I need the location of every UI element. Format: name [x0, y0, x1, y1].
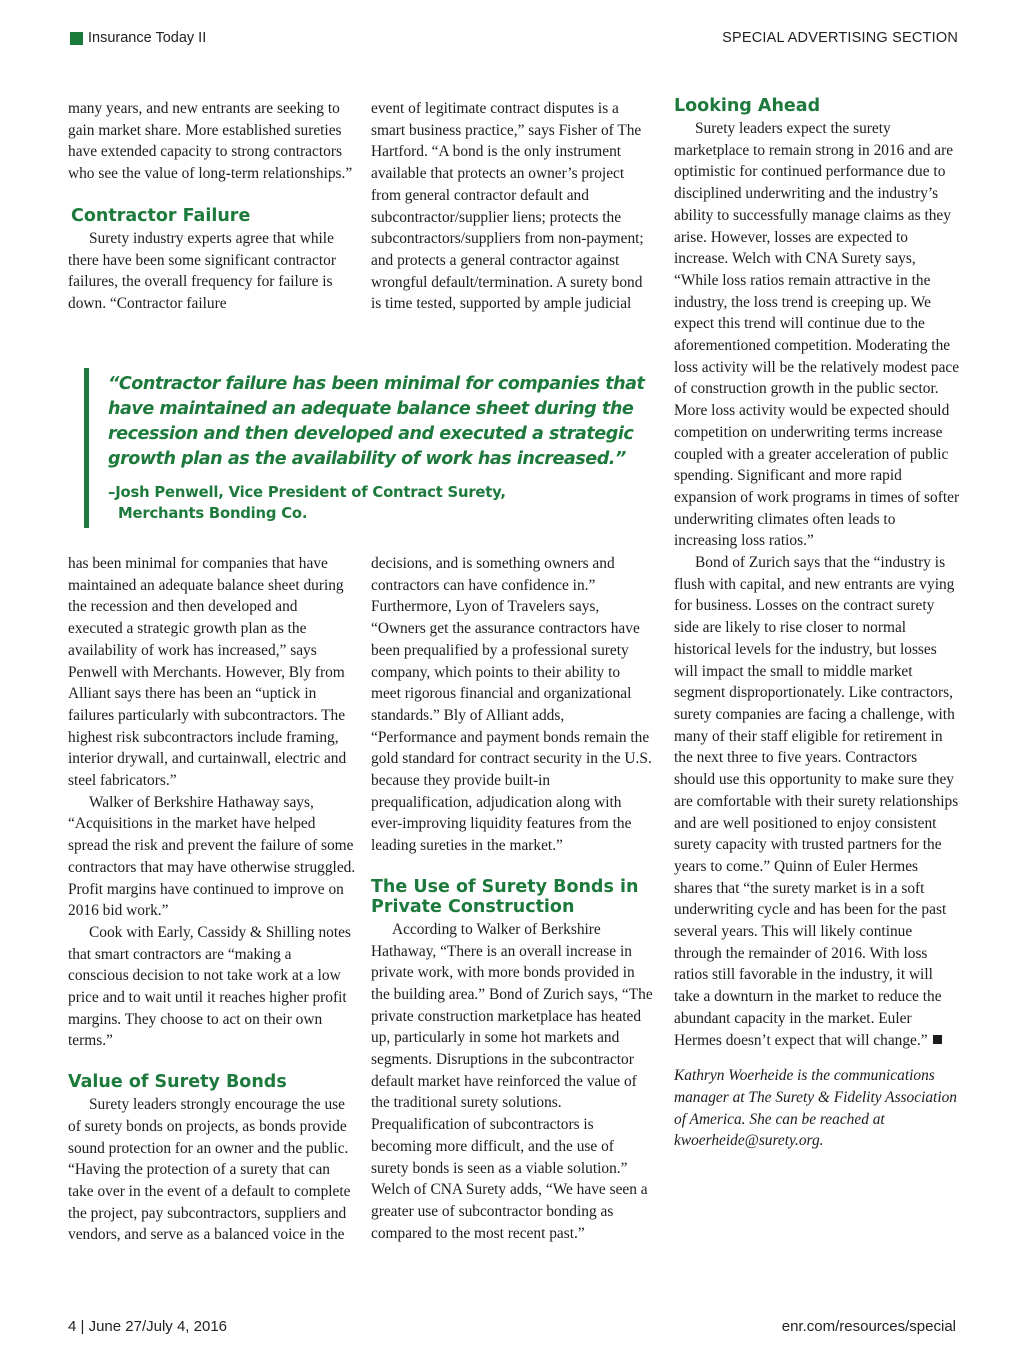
- column-1-top: [68, 98, 356, 315]
- column-1-bottom: [68, 553, 356, 1246]
- green-square-icon: [70, 32, 83, 45]
- paragraph: Surety industry experts agree that while there have been some significant contractor failures, the overall frequency for failure is down. “Contractor failure: [68, 229, 336, 312]
- pull-quote-attribution: [108, 482, 659, 524]
- attribution-company: Merchants Bonding Co.: [118, 505, 308, 522]
- page-number-date: 4 | June 27/July 4, 2016: [68, 1318, 228, 1335]
- footer-url: enr.com/resources/special: [781, 1318, 956, 1335]
- column-2-bottom: [371, 553, 653, 1244]
- column-3: [674, 96, 960, 1152]
- publication-name: Insurance Today II: [88, 30, 207, 46]
- paragraph: Surety leaders strongly encourage the use of surety bonds on projects, as bonds provide sound protection for an owner and the public. “Having the protection of a surety that can take over in the event of a default to complete the project, pay subcontractors, suppliers and vendors, and serve as a balanced voice in the: [68, 1096, 351, 1244]
- paragraph: has been minimal for companies that have maintained an adequate balance sheet during the recession and then developed and executed a strategic growth plan as the availability of work has increased,” says Penwell with Merchants. However, Bly from Alliant says there has been an “uptick in failures particularly with subcontractors. The highest risk subcontractors include framing, interior drywall, and curtainwall, electric and steel fabricators.”: [68, 555, 347, 790]
- heading-contractor-failure: Contractor Failure: [71, 205, 251, 226]
- paragraph: According to Walker of Berkshire Hathaway, “There is an overall increase in private work, with more bonds provided in the building area.” Bond of Zurich says, “The private construction marketplace has heated up, particularly in some hot markets and segments. Disruptions in the subcontractor default market have reinforced the value of the traditional surety solutions. Prequalification of subcontractors is becoming more difficult, and the use of surety bonds is seen as a viable solution.” Welch of CNA Surety adds, “We have seen a greater use of subcontractor bonding as compared to the most recent past.”: [371, 920, 653, 1242]
- page-header-left: [70, 30, 206, 46]
- paragraph-final: [674, 552, 960, 1051]
- paragraph: Walker of Berkshire Hathaway says, “Acquisitions in the market have helped spread the risk and prevent the failure of some contractors that may have otherwise struggled. Profit margins have continued to improve on 2016 bid work.”: [68, 793, 356, 920]
- heading-looking-ahead: Looking Ahead: [674, 96, 821, 116]
- paragraph: many years, and new entrants are seeking to gain market share. More established sureties have extended capacity to strong contractors who see the value of long-term relationships.”: [68, 100, 353, 183]
- attribution-name: –Josh Penwell, Vice President of Contract Surety,: [108, 484, 506, 501]
- heading-value-of-surety-bonds: Value of Surety Bonds: [68, 1072, 287, 1093]
- section-label: SPECIAL ADVERTISING SECTION: [722, 30, 958, 46]
- paragraph: decisions, and is something owners and contractors can have confidence in.” Furthermore, Lyon of Travelers says, “Owners get the assurance contractors have been prequalified by a professional surety company, which points to their ability to meet rigorous financial and organizational standards.” Bly of Alliant adds, “Performance and payment bonds remain the gold standard for contract security in the U.S. because they provide built-in prequalification, adjudication along with ever-improving liquidity features from the leading sureties in the market.”: [371, 555, 652, 855]
- paragraph: Cook with Early, Cassidy & Shilling notes that smart contractors are “making a conscious decision to not take work at a low price and to wait until it reaches higher profit margins. They choose to act on their own terms.”: [68, 923, 351, 1050]
- pull-quote: [84, 368, 659, 528]
- paragraph: event of legitimate contract disputes is a smart business practice,” says Fisher of The Hartford. “A bond is the only instrument available that protects an owner’s project from general contractor default and subcontractor/supplier liens; protects the subcontractors/suppliers from non-payment; and protects a general contractor against wrongful default/termination. A surety bond is time tested, supported by ample judicial: [371, 100, 644, 313]
- author-bio: Kathryn Woerheide is the communications manager at The Surety & Fidelity Association of America. She can be reached at kwoerheide@surety.org.: [674, 1067, 957, 1150]
- paragraph-text: Bond of Zurich says that the “industry is flush with capital, and new entrants are vying for business. Losses on the contract surety side are likely to rise closer to normal historical levels for the industry, but losses will impact the small to middle market segment disproportionately. Like contractors, surety companies are facing a challenge, with many of their staff eligible for retirement in the next three to five years. Contractors should use this opportunity to make sure they are comfortable with their surety relationships and are well positioned to enjoy consistent surety capacity with trusted partners for the years to come.” Quinn of Euler Hermes shares that “the surety market is in a soft underwriting cycle and has been for the past several years. This will likely continue through the remainder of 2016. With loss ratios still favorable in the industry, it will take a downturn in the market to reduce the abundant capacity in the market. Euler Hermes doesn’t expect that will change.”: [674, 554, 959, 1049]
- column-2-top: [371, 98, 653, 315]
- paragraph: Surety leaders expect the surety marketplace to remain strong in 2016 and are optimistic for continued performance due to disciplined underwriting and the industry’s ability to successfully manage claims as they arise. However, losses are expected to increase. Welch with CNA Surety says, “While loss ratios remain attractive in the industry, the loss trend is creeping up. We expect this trend will continue due to the aforementioned competition. Moderating the loss activity will be the relatively modest pace of construction growth in the public sector. More loss activity would be expected should competition on underwriting terms increase coupled with a greater acceleration of public spending. Significant and more rapid expansion of work programs in times of softer underwriting climates often leads to increasing loss ratios.”: [674, 120, 960, 550]
- end-mark-icon: [933, 1035, 942, 1044]
- heading-private-construction: The Use of Surety Bonds in Private Construction: [371, 876, 639, 917]
- pull-quote-text: “Contractor failure has been minimal for companies that have maintained an adequate balance sheet during the recession and then developed and executed a strategic growth plan as the availability of work has increased.”: [108, 374, 645, 469]
